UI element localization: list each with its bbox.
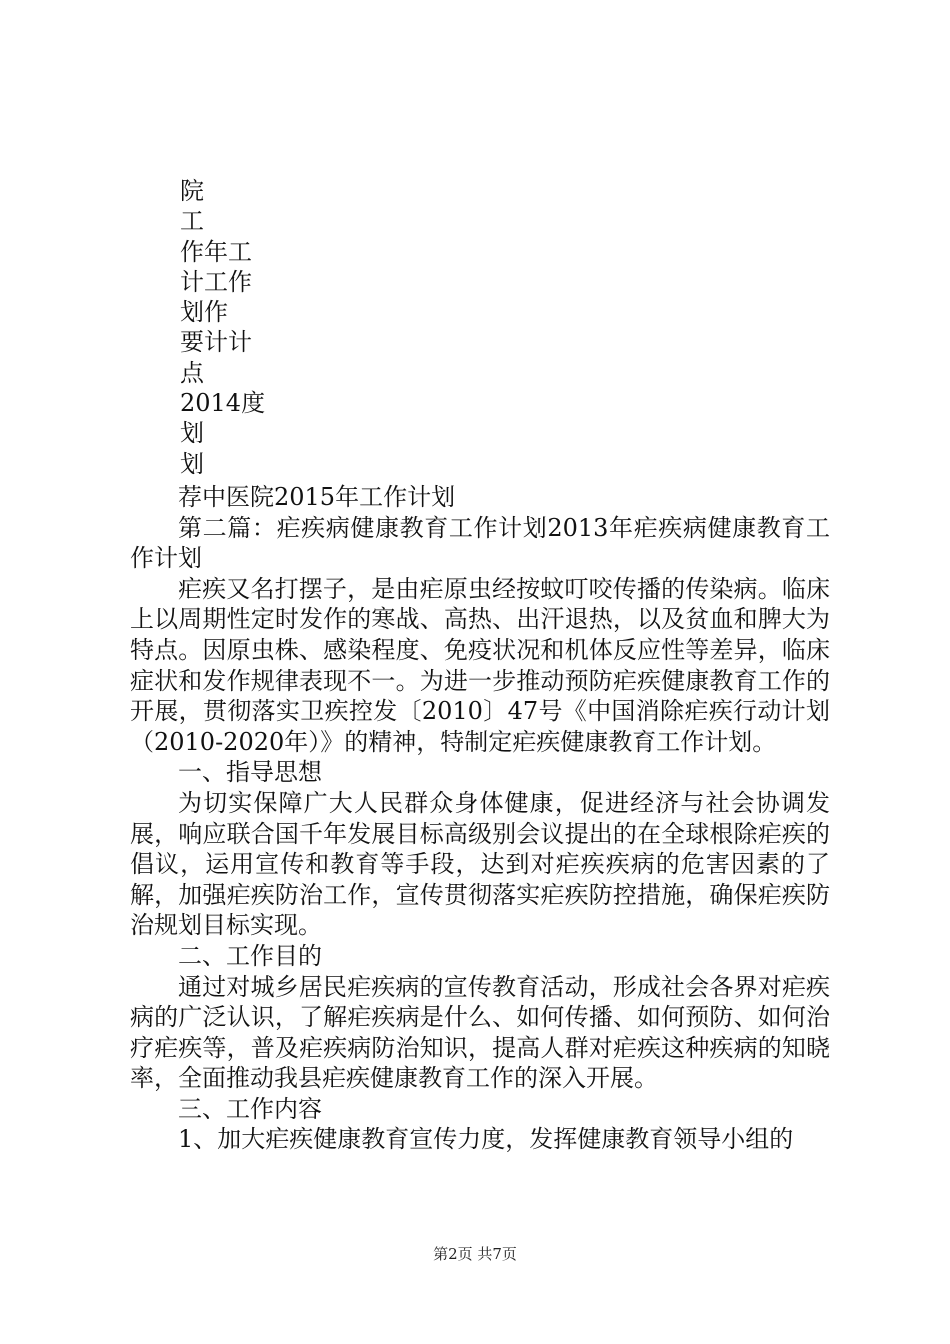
fragment-line: 点 — [180, 358, 204, 387]
document-title: 荐中医院2015年工作计划 — [178, 483, 456, 511]
fragment-line: 划作 — [180, 298, 228, 327]
fragment-line: 计工作 — [180, 267, 252, 296]
fragment-line: 要计计 — [180, 328, 252, 357]
fragmented-title-block — [180, 176, 580, 479]
document-body — [130, 482, 830, 1155]
fragment-line: 工 — [180, 207, 204, 236]
section-item-work-content-1: 1、加大疟疾健康教育宣传力度，发挥健康教育领导小组的 — [178, 1125, 794, 1154]
page-number-footer: 第2页 共7页 — [433, 1245, 517, 1263]
section-heading-guiding-ideology: 一、指导思想 — [178, 758, 322, 787]
fragment-line: 作年工 — [180, 237, 252, 266]
fragment-line: 划 — [180, 419, 204, 448]
fragment-line: 2014度 — [180, 389, 266, 418]
section-heading-work-content: 三、工作内容 — [178, 1094, 322, 1123]
chapter-title: 第二篇：疟疾病健康教育工作计划2013年疟疾病健康教育工作计划 — [130, 513, 830, 573]
section-paragraph-work-purpose: 通过对城乡居民疟疾病的宣传教育活动，形成社会各界对疟疾病的广泛认识，了解疟疾病是什么、如何传播、如何预防、如何治疗疟疾等，普及疟疾病防治知识，提高人群对疟疾这种疾病的知晓率，全面推动我县疟疾健康教育工作的深入开展。 — [130, 972, 830, 1093]
section-heading-work-purpose: 二、工作目的 — [178, 941, 322, 970]
fragment-line: 院 — [180, 177, 204, 205]
intro-paragraph: 疟疾又名打摆子，是由疟原虫经按蚊叮咬传播的传染病。临床上以周期性定时发作的寒战、高热、出汗退热，以及贫血和脾大为特点。因原虫株、感染程度、免疫状况和机体反应性等差异，临床症状和发作规律表现不一。为进一步推动预防疟疾健康教育工作的开展，贯彻落实卫疾控发〔2010〕47号《中国消除疟疾行动计划（2010-2020年）》的精神，特制定疟疾健康教育工作计划。 — [130, 574, 830, 756]
section-paragraph-guiding-ideology: 为切实保障广大人民群众身体健康，促进经济与社会协调发展，响应联合国千年发展目标高级别会议提出的在全球根除疟疾的倡议，运用宣传和教育等手段，达到对疟疾疾病的危害因素的了解，加强疟疾防治工作，宣传贯彻落实疟疾防控措施，确保疟疾防治规划目标实现。 — [130, 788, 830, 940]
fragment-line: 划 — [180, 449, 204, 478]
